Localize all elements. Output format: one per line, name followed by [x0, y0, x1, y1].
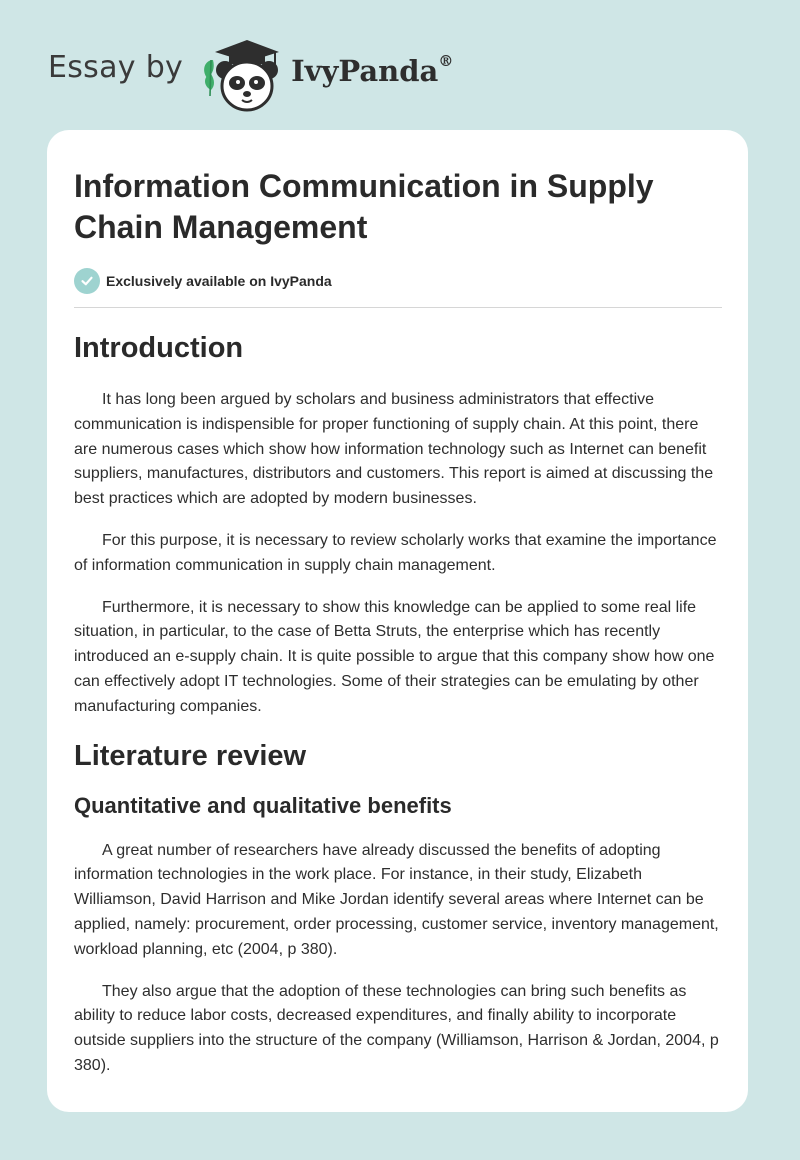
essay-card	[47, 130, 748, 1112]
site-header	[48, 30, 453, 116]
brand-name-text: IvyPanda	[291, 54, 439, 88]
paragraph: It has long been argued by scholars and business administrators that effective communication is indispensible for proper functioning of supply chain. At this point, there are numerous cases which show how information technology such as Internet can benefit suppliers, manufactures, distributors and customers. This report is aimed at discussing the best practices which are adopted by modern businesses.	[74, 391, 714, 508]
panda-logo-icon[interactable]	[197, 30, 285, 116]
paragraph: They also argue that the adoption of these technologies can bring such benefits as ability to reduce labor costs, decreased expenditures, and finally ability to incorporate outside suppliers into the structure of the company (Williamson, Harrison & Jordan, 2004, p 380).	[74, 982, 719, 1074]
exclusive-badge	[74, 268, 722, 308]
essay-title: Information Communication in Supply Chain Management	[74, 168, 654, 245]
essay-by-label: Essay by	[48, 49, 184, 85]
brand-name[interactable]	[291, 54, 453, 88]
paragraph: Furthermore, it is necessary to show this knowledge can be applied to some real life situation, in particular, to the case of Betta Struts, the enterprise which has recently introduced an e-supply chain. It is quite possible to argue that this company show how one can effectively adopt IT technologies. Some of their strategies can be emulating by other manufacturing companies.	[74, 598, 715, 715]
check-icon	[74, 268, 100, 294]
registered-mark: ®	[438, 52, 454, 71]
section-heading-introduction: Introduction	[74, 332, 244, 364]
paragraph: For this purpose, it is necessary to review scholarly works that examine the importance of information communication in supply chain management.	[74, 531, 717, 574]
exclusive-label: Exclusively available on IvyPanda	[106, 273, 332, 289]
paragraph: A great number of researchers have already discussed the benefits of adopting information technologies in the work place. For instance, in their study, Elizabeth Williamson, David Harrison and Mike Jordan identify several areas where Internet can be applied, namely: procurement, order processing, customer service, inventory management, workload planning, etc (2004, p 380).	[74, 841, 719, 958]
section-heading-literature-review: Literature review	[74, 739, 307, 772]
subsection-heading: Quantitative and qualitative benefits	[74, 792, 452, 818]
